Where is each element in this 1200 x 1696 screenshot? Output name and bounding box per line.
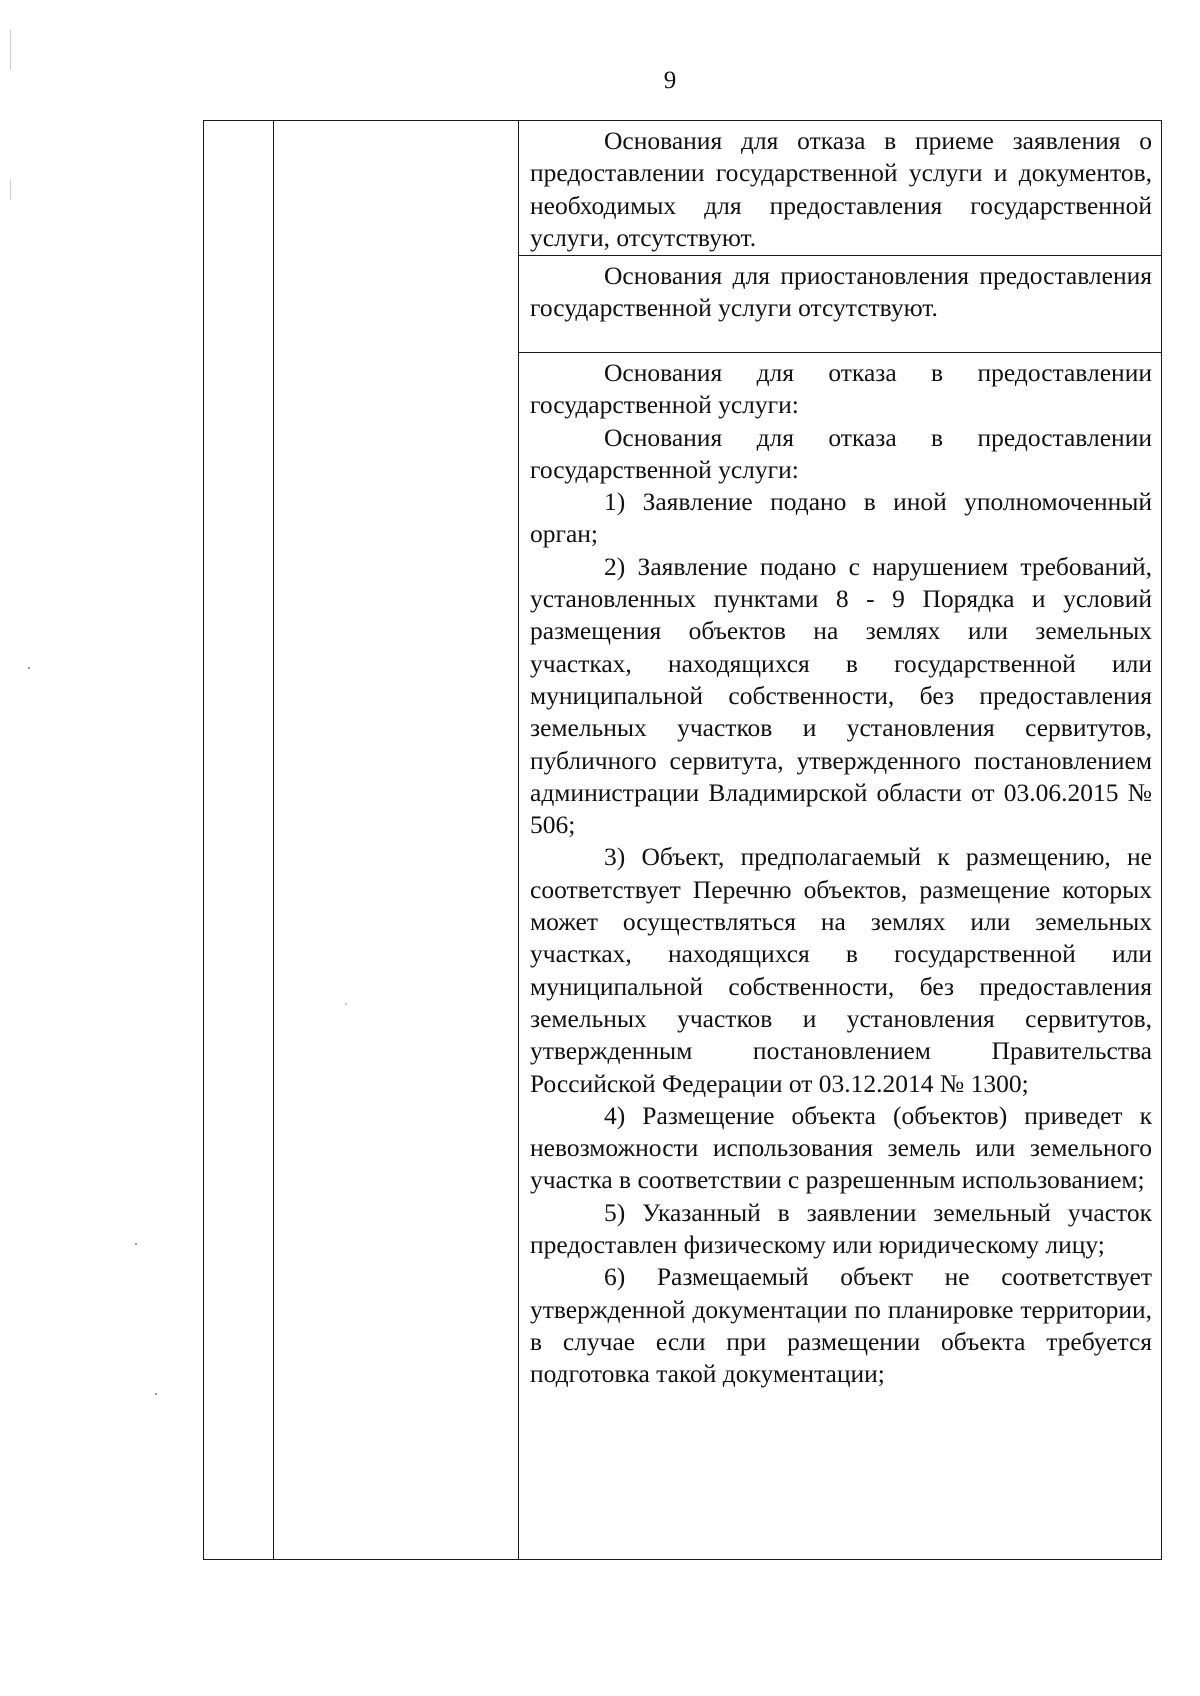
empty-name-cell [274,121,519,1560]
document-table [203,120,1162,1560]
ground-item-1: 1) Заявление подано в иной уполномоченный орган; [530,487,1152,549]
ground-item-4: 4) Размещение объекта (объектов) приведет к невозможности использования земель или земельного участка в соответствии с разрешенным использованием; [530,1100,1152,1195]
ground-item-3: 3) Объект, предполагаемый к размещению, не соответствует Перечню объектов, размещение которых может осуществляться на землях или земельных участках, находящихся в государственной или муниципальной собственности, без предоставления земельных участков и установления сервитутов, утвержденным постановлением Правительства Российской Федерации от 03.12.2014 № 1300; [530,842,1152,1098]
scan-artifact-line [10,30,11,70]
ground-item-2: 2) Заявление подано с нарушением требований, установленных пунктами 8 - 9 Порядка и условий размещения объектов на землях или земельных участках, находящихся в государственной или муниципальной собственности, без предоставления земельных участков и установления сервитутов, публичного сервитута, утвержденного постановлением администрации Владимирской области от 03.06.2015 № 506; [530,551,1152,840]
ground-item-6: 6) Размещаемый объект не соответствует утвержденной документации по планировке территории, в случае если при размещении объекта требуется подготовка такой документации; [530,1262,1152,1389]
scan-artifact-dot [155,1393,157,1395]
scan-artifact-dot [345,1003,347,1005]
ground-item-5: 5) Указанный в заявлении земельный участок предоставлен физическому или юридическому лицу; [530,1197,1152,1260]
scan-artifact-dot [135,1243,137,1245]
refusal-reception-text: Основания для отказа в приеме заявления о предоставлении государственной услуги и документов, необходимых для предоставления государственной услуги, отсутствуют. [530,126,1152,252]
scan-artifact-dot [28,667,30,669]
suspension-text: Основания для приостановления предоставления государственной услуги отсутствуют. [530,261,1152,323]
scan-artifact-line [10,180,11,200]
table-row [204,121,1162,256]
refusal-grounds-heading: Основания для отказа в предоставлении государственной услуги: [530,358,1152,420]
refusal-reception-cell [519,121,1162,256]
refusal-grounds-cell [519,353,1162,1560]
page-number: 9 [663,67,677,94]
suspension-cell [519,256,1162,353]
empty-number-cell [204,121,274,1560]
refusal-grounds-heading-repeat: Основания для отказа в предоставлении государственной услуги: [530,422,1152,484]
